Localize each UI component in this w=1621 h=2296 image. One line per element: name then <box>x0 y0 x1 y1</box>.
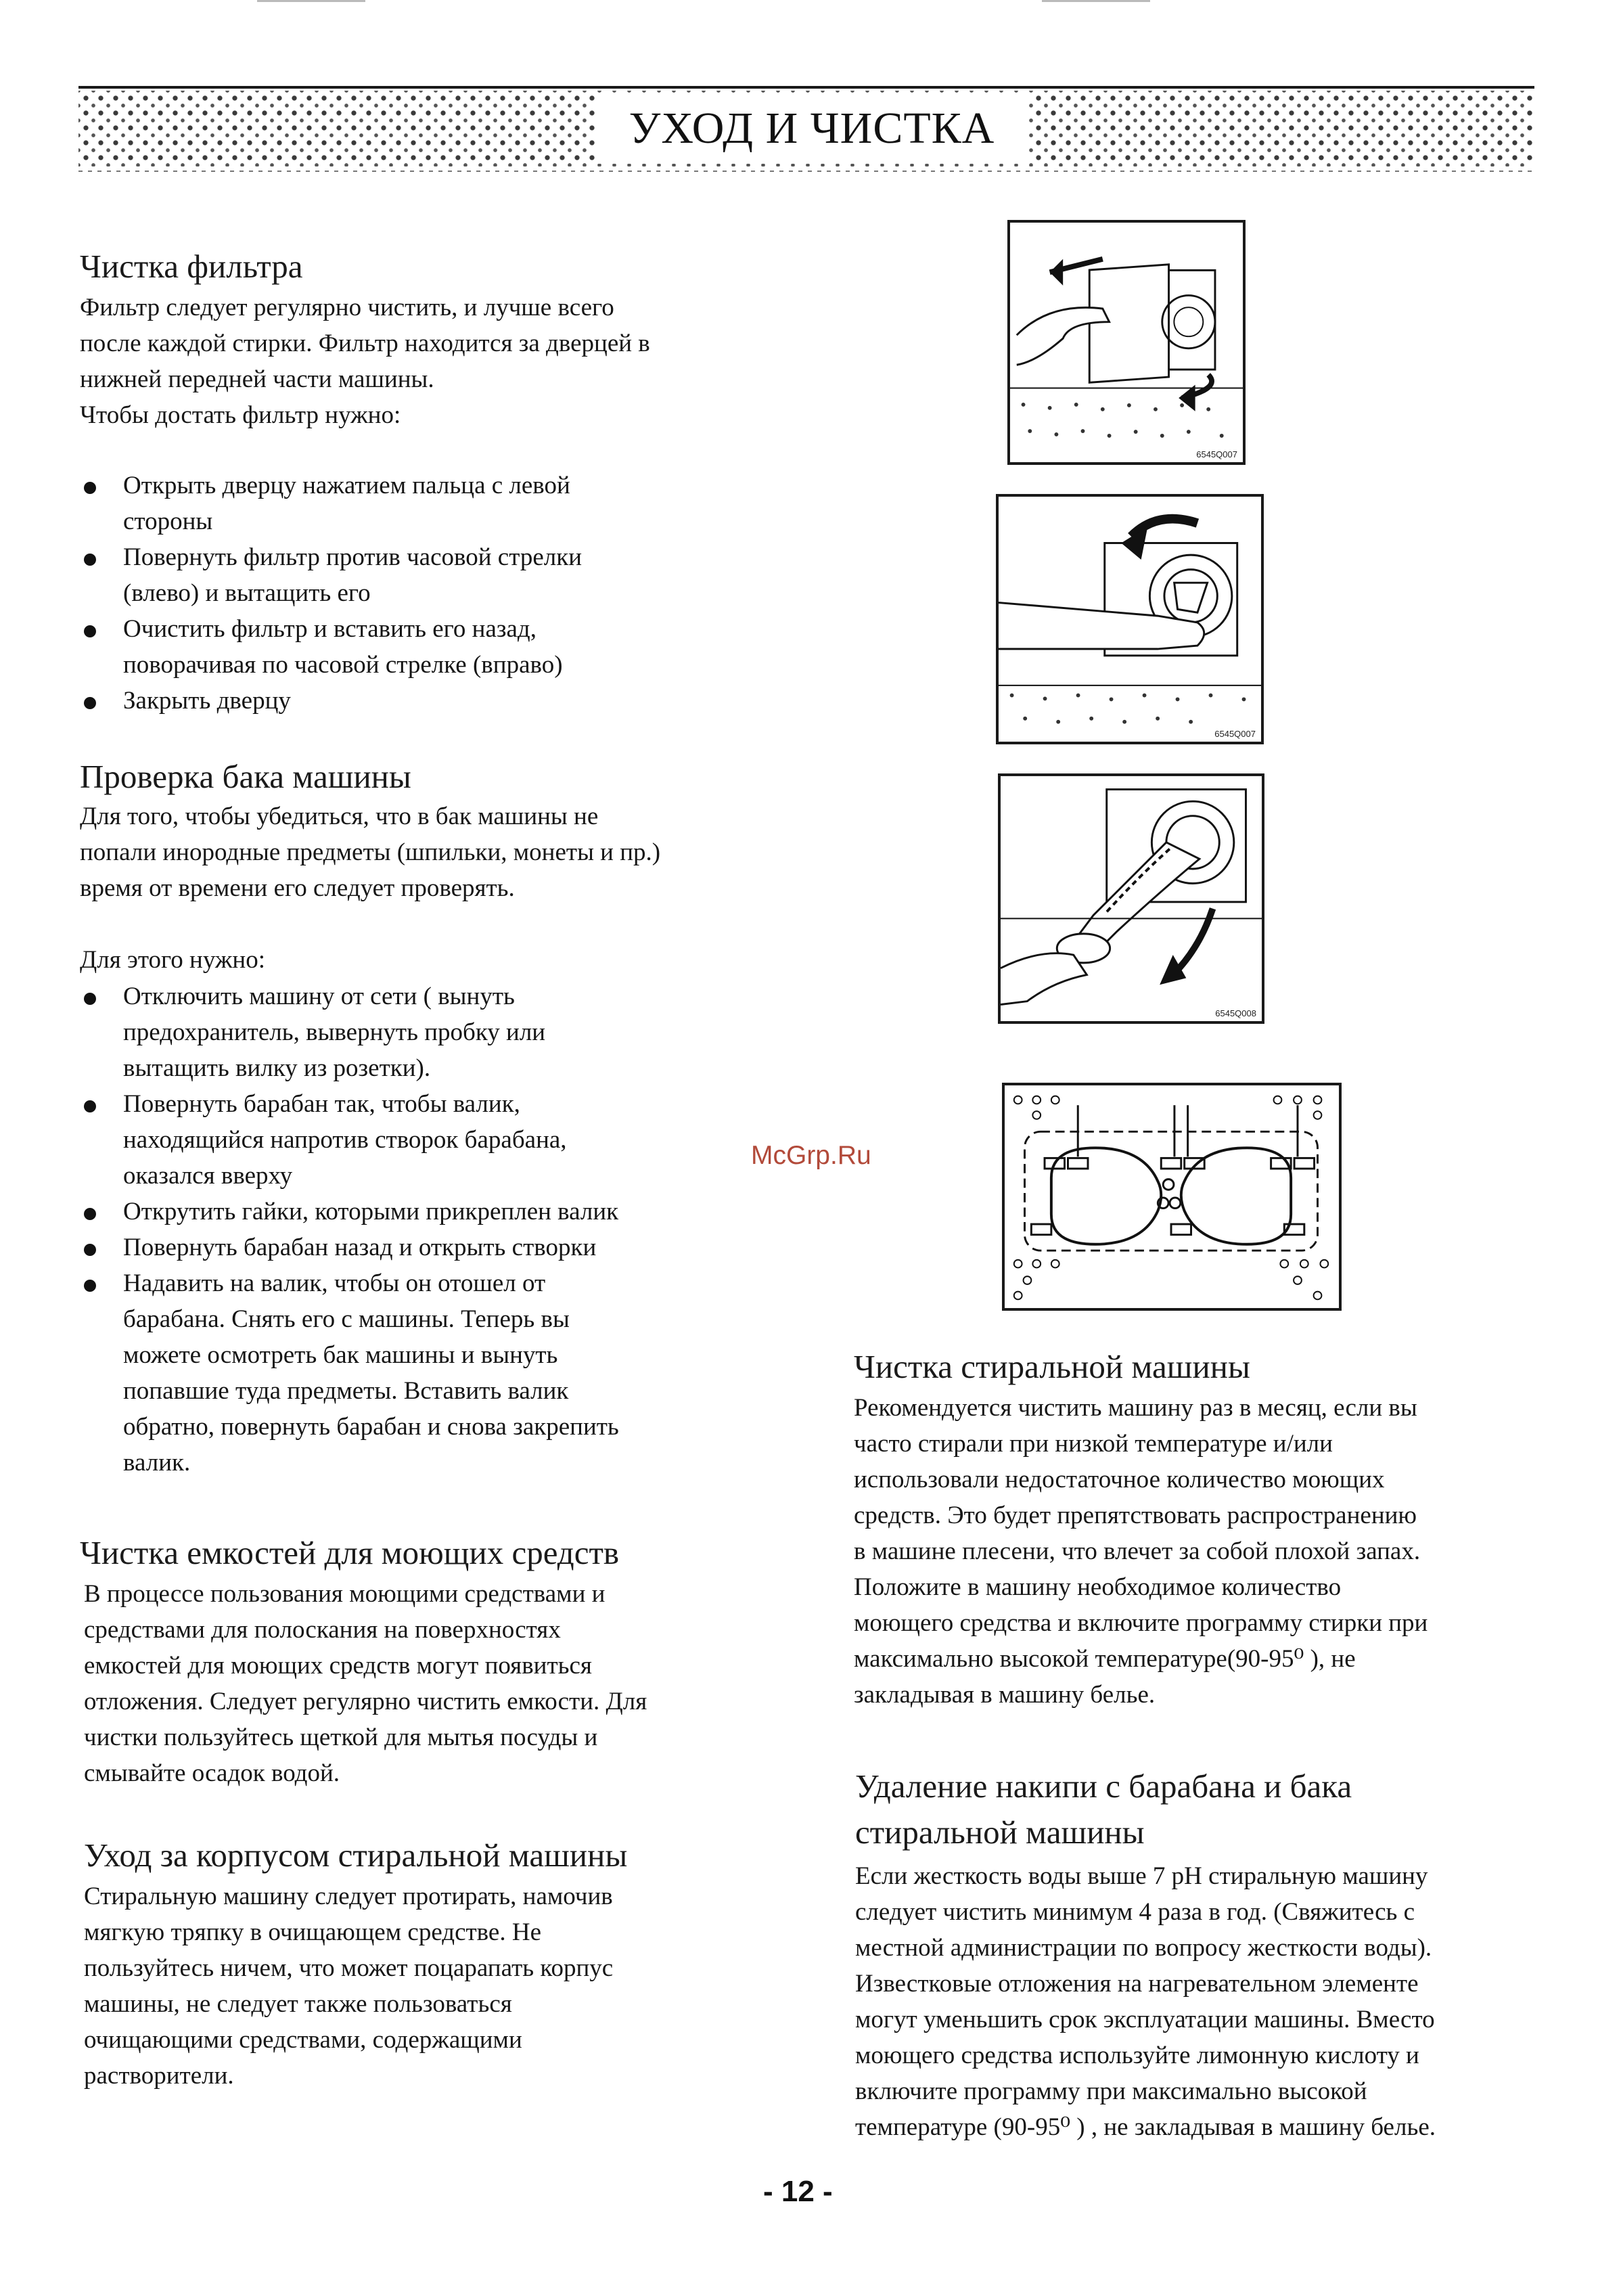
figure-drum-paddle-diagram <box>1002 1083 1342 1311</box>
header-bottom-rule <box>78 171 1534 172</box>
list-item: Отключить машину от сети ( вынуть предохранитель, вывернуть пробку или вытащить вилку из розетки). <box>80 978 797 1086</box>
figure-code: 6545Q007 <box>1214 729 1256 739</box>
top-edge-mark <box>1042 0 1150 2</box>
figure-code: 6545Q008 <box>1215 1008 1256 1018</box>
body-care-heading: Уход за корпусом стиральной машины <box>84 1837 628 1874</box>
list-item: Открутить гайки, которыми прикреплен валик <box>80 1194 797 1230</box>
top-edge-mark <box>257 0 365 2</box>
tank-intro: Для того, чтобы убедиться, что в бак машины не попали инородные предметы (шпильки, монеты и пр.) время от времени его следует проверять. <box>80 803 661 902</box>
figure-code: 6545Q007 <box>1196 449 1237 459</box>
figure-open-door <box>1007 220 1246 465</box>
dispensers-heading: Чистка емкостей для моющих средств <box>80 1534 620 1571</box>
list-item: Повернуть барабан назад и открыть створки <box>80 1230 797 1265</box>
list-item: Надавить на валик, чтобы он отошел от барабана. Снять его с машины. Теперь вы можете осмотреть бак машины и вынуть попавшие туда предметы. Вставить валик обратно, повернуть барабан и снова закрепить валик. <box>80 1265 797 1481</box>
list-item: Открыть дверцу нажатием пальца с левой стороны <box>80 468 797 539</box>
watermark: McGrp.Ru <box>751 1141 871 1170</box>
tank-heading: Проверка бака машины <box>80 758 411 795</box>
filter-heading: Чистка фильтра <box>80 248 303 285</box>
descale-heading-line2: стиральной машины <box>855 1814 1145 1851</box>
filter-intro: Фильтр следует регулярно чистить, и лучше всего после каждой стирки. Фильтр находится за дверцей в нижней передней части машины. Чтобы достать фильтр нужно: <box>80 294 650 429</box>
dispensers-body: В процессе пользования моющими средствами и средствами для полоскания на поверхностях емкостей для моющих средств могут появиться отложения. Следует регулярно чистить емкости. Для чистки пользуйтесь щеткой для мытья посуды и смывайте осадок водой. <box>84 1580 647 1787</box>
list-item: Повернуть фильтр против часовой стрелки (влево) и вытащить его <box>80 539 797 611</box>
descale-body: Если жесткость воды выше 7 pH стиральную машину следует чистить минимум 4 раза в год. (Свяжитесь с местной администрации по вопросу жесткости воды). Известковые отложения на нагревательном элементе могут уменьшить срок эксплуатации машины. Вместо моющего средства используйте лимонную кислоту и включите программу при максимально высокой температуре (90-95⁰ ) , не закладывая в машину белье. <box>855 1862 1436 2141</box>
filter-steps-list <box>80 468 797 719</box>
page-number: - 12 - <box>763 2175 833 2208</box>
figure-turn-filter <box>996 494 1264 744</box>
tank-steps-list <box>80 978 797 1481</box>
list-item: Повернуть барабан так, чтобы валик, находящийся напротив створок барабана, оказался вверху <box>80 1086 797 1194</box>
machine-clean-body: Рекомендуется чистить машину раз в месяц, если вы часто стирали при низкой температуре и/или использовали недостаточное количество моющих средств. Это будет препятствовать распространению в машине плесени, что влечет за собой плохой запах. Положите в машину необходимое количество моющего средства и включите программу стирки при максимально высокой температуре(90-95⁰ ), не закладывая в машину белье. <box>854 1394 1428 1709</box>
tank-lead: Для этого нужно: <box>80 946 265 974</box>
machine-clean-heading: Чистка стиральной машины <box>854 1348 1250 1385</box>
descale-heading-line1: Удаление накипи с барабана и бака <box>855 1768 1352 1805</box>
list-item: Закрыть дверцу <box>80 683 797 719</box>
body-care-body: Стиральную машину следует протирать, намочив мягкую тряпку в очищающем средстве. Не пользуйтесь ничем, что может поцарапать корпус машины, не следует также пользоваться очищающими средствами, содержащими растворители. <box>84 1883 614 2090</box>
list-item: Очистить фильтр и вставить его назад, поворачивая по часовой стрелке (вправо) <box>80 611 797 683</box>
header-rule <box>78 86 1534 89</box>
page-title: УХОД И ЧИСТКА <box>595 93 1028 164</box>
figure-remove-filter <box>998 773 1264 1024</box>
